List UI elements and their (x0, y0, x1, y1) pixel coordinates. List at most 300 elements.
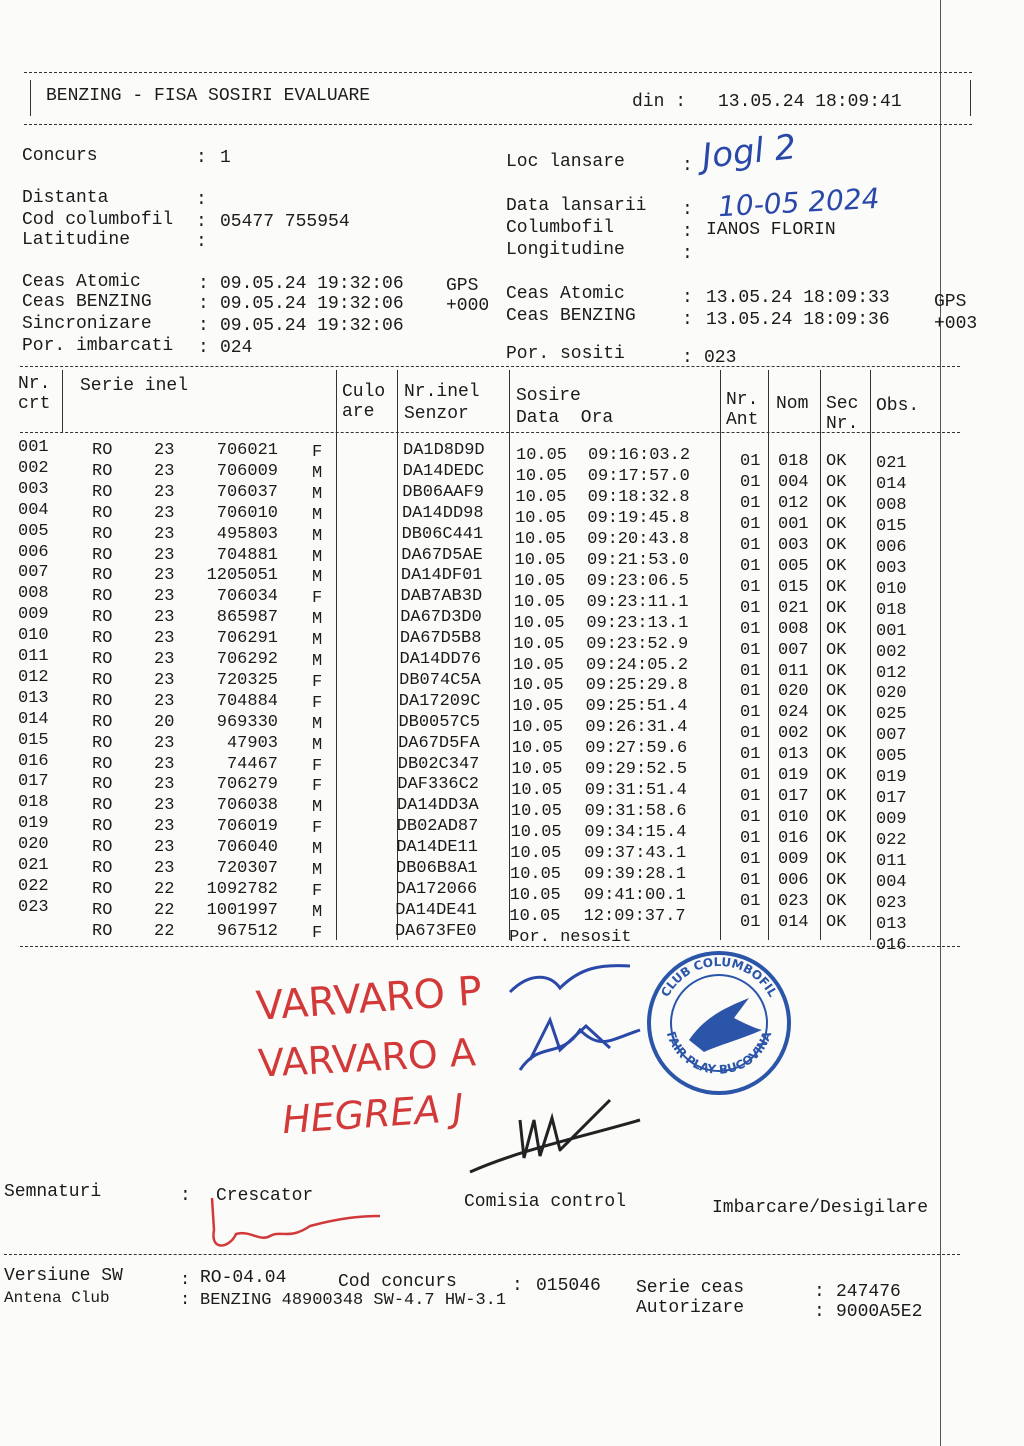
header-sec-2: Nr. (826, 414, 859, 434)
row-data: 10.05 (510, 802, 562, 822)
row-an: 23 (154, 838, 175, 858)
header-culoare-1: Culo (342, 382, 386, 402)
info-left-sep: : (196, 148, 218, 168)
row-ora: 09:29:52.5 (585, 760, 688, 780)
clock-right-sep: : (682, 288, 704, 308)
row-ant: 01 (740, 745, 761, 765)
document-title: BENZING - FISA SOSIRI EVALUARE (46, 86, 371, 106)
info-left-sep: : (196, 212, 218, 232)
row-senzor: DAF336C2 (397, 775, 480, 795)
info-left-label: Concurs (22, 146, 185, 166)
header-sosire-1: Sosire (516, 386, 581, 406)
row-an: 23 (154, 650, 175, 669)
header-serie-inel: Serie inel (80, 376, 189, 396)
row-nom: 015 (778, 577, 809, 597)
row-tara: RO (92, 817, 113, 837)
clock-left-label: Ceas BENZING (22, 292, 163, 312)
row-senzor: DA14DD76 (399, 650, 482, 669)
row-ant: 01 (740, 535, 761, 555)
row-senzor: DA14DEDC (402, 461, 485, 481)
row-ora: 09:26:31.4 (585, 718, 688, 738)
row-senzor: DA14DF01 (400, 566, 483, 586)
signature-blue-scribbles (490, 960, 660, 1100)
row-an: 23 (154, 670, 175, 690)
row-sex: M (312, 463, 323, 483)
row-data: 10.05 (512, 676, 564, 696)
row-an: 23 (154, 587, 175, 607)
row-sex: M (312, 505, 323, 525)
stamp-bottom-text: FAIR PLAY BUCOVINA (663, 1029, 775, 1077)
signatures-sep: : (180, 1186, 191, 1206)
row-sex: F (312, 777, 323, 797)
info-left-label: Cod columbofil (22, 210, 174, 230)
row-senzor: DA673FE0 (394, 921, 477, 941)
row-an: 23 (154, 524, 175, 544)
header-sosire-2: Data Ora (516, 408, 614, 428)
row-inel: 865987 (216, 608, 278, 628)
row-nr: 011 (18, 647, 49, 666)
row-senzor: DB06B8A1 (396, 859, 478, 878)
clock-left-suffix: GPS (446, 276, 479, 296)
handwritten-data-lansarii: 10-05 2024 (717, 181, 881, 224)
row-sex: M (312, 631, 323, 651)
row-senzor: DB074C5A (399, 670, 481, 690)
row-sec: OK (826, 619, 847, 639)
row-nom: 001 (778, 514, 809, 534)
handwritten-loc-lansare: Jogl 2 (700, 127, 799, 177)
row-sec: OK (826, 703, 847, 723)
row-obs: 009 (876, 810, 907, 830)
cod-concurs-value: 015046 (536, 1276, 601, 1296)
signature-black-scribble (460, 1080, 660, 1180)
row-nr: 004 (18, 500, 49, 520)
row-nom: 006 (778, 871, 809, 890)
info-right-label: Columbofil (506, 218, 658, 238)
row-nr: 022 (18, 876, 49, 896)
row-inel: 706021 (216, 441, 278, 460)
row-data: Por. nesosit (509, 927, 632, 947)
row-an: 23 (154, 629, 175, 649)
col-sep-serie (336, 370, 337, 940)
row-tara: RO (92, 441, 113, 460)
row-an: 20 (154, 712, 175, 732)
row-nr: 008 (18, 584, 49, 604)
row-nr: 017 (18, 772, 49, 792)
row-inel: 1092782 (206, 879, 278, 899)
row-tara: RO (92, 754, 113, 774)
signature-crescator-label: Crescator (216, 1186, 314, 1206)
row-senzor: DA67D3D0 (400, 608, 482, 628)
row-an: 23 (154, 691, 175, 711)
row-obs: 006 (876, 537, 907, 557)
row-sec: OK (826, 912, 847, 932)
row-tara: RO (92, 900, 113, 920)
row-senzor: DA67D5AE (401, 545, 483, 565)
row-obs: 012 (876, 663, 907, 683)
clock-right-label: Ceas Atomic (506, 284, 647, 304)
row-data: 10.05 (514, 571, 566, 591)
row-nr: 010 (18, 626, 49, 646)
row-sec: OK (826, 724, 847, 744)
header-border-bottom (24, 124, 972, 125)
info-right-sep: : (682, 200, 704, 220)
clock-right-sep: : (682, 310, 704, 330)
row-sec: OK (826, 598, 847, 618)
row-inel: 47903 (226, 733, 278, 753)
header-obs: Obs. (876, 396, 920, 416)
por-sositi-sep: : (682, 348, 704, 368)
row-senzor: DB02AD87 (396, 817, 479, 837)
row-an: 22 (154, 900, 175, 920)
row-ant: 01 (740, 850, 761, 870)
row-ora: 09:19:45.8 (587, 508, 690, 528)
row-data: 10.05 (515, 508, 567, 528)
row-obs: 016 (876, 935, 907, 955)
info-right-value: IANOS FLORIN (706, 220, 836, 240)
row-senzor: DA67D5FA (398, 733, 480, 753)
row-sec: OK (826, 808, 847, 828)
autorizare-value: 9000A5E2 (836, 1302, 923, 1322)
row-nom: 012 (778, 493, 809, 513)
row-data: 10.05 (511, 739, 563, 759)
clock-left-label: Por. imbarcati (22, 336, 174, 356)
row-tara: RO (92, 629, 113, 649)
row-obs: 015 (876, 516, 907, 536)
row-inel: 704884 (216, 691, 278, 711)
clock-left-suffix: +000 (446, 296, 490, 316)
row-obs: 004 (876, 873, 907, 892)
row-nom: 011 (778, 661, 809, 681)
info-right-label: Longitudine (506, 240, 658, 260)
info-left-label: Latitudine (22, 230, 185, 250)
row-ant: 01 (740, 577, 761, 597)
row-ant: 01 (740, 514, 761, 534)
row-obs: 011 (876, 852, 907, 872)
col-sep-sosire (720, 370, 721, 940)
row-tara: RO (92, 524, 113, 544)
row-nom: 013 (778, 745, 809, 765)
row-tara: RO (92, 670, 113, 690)
antena-value: BENZING 48900348 SW-4.7 HW-3.1 (200, 1291, 507, 1310)
row-inel: 706009 (216, 461, 278, 481)
row-senzor: DAB7AB3D (400, 587, 483, 607)
row-sex: F (312, 819, 323, 839)
row-sex: M (312, 735, 323, 755)
header-nr-ant-1: Nr. (726, 390, 759, 410)
versiune-value: RO-04.04 (200, 1268, 287, 1288)
row-inel: 706037 (216, 482, 278, 502)
row-sec: OK (826, 493, 847, 513)
table-bottom-border (20, 946, 960, 947)
row-senzor: DA14DD98 (401, 503, 484, 523)
row-senzor: DA67D5B8 (399, 629, 482, 649)
row-obs: 017 (876, 789, 907, 809)
row-ora: 09:25:51.4 (585, 697, 688, 717)
row-nr: 014 (18, 709, 49, 729)
row-inel: 1001997 (206, 900, 278, 920)
row-tara: RO (92, 608, 113, 628)
header-nom: Nom (776, 394, 809, 414)
row-sec: OK (826, 682, 847, 702)
row-ant: 01 (740, 452, 761, 471)
row-sec: OK (826, 850, 847, 870)
row-data: 10.05 (510, 823, 562, 843)
row-an: 23 (154, 775, 175, 795)
row-ant: 01 (740, 703, 761, 723)
row-obs: 010 (876, 579, 907, 599)
row-nr: 013 (18, 688, 49, 708)
clock-left-value: 024 (220, 338, 253, 358)
row-nr: 020 (18, 835, 49, 855)
row-sec: OK (826, 871, 847, 890)
row-nr: 023 (18, 897, 49, 917)
row-nom: 009 (778, 850, 809, 870)
row-nr: 001 (18, 438, 49, 457)
handwritten-name-3: HEGREA J (280, 1085, 466, 1143)
row-ora: 09:27:59.6 (585, 739, 688, 759)
row-tara: RO (92, 545, 113, 565)
clock-right-suffix: GPS (934, 292, 967, 312)
row-obs: 022 (876, 831, 907, 851)
clock-left-sep: : (198, 338, 220, 358)
row-ant: 01 (740, 829, 761, 849)
row-nom: 007 (778, 640, 809, 660)
row-senzor: DB06AAF9 (402, 482, 484, 502)
header-border-right (970, 80, 971, 116)
row-senzor: DA14DE11 (396, 838, 478, 858)
row-sec: OK (826, 891, 847, 911)
row-an: 22 (154, 921, 175, 941)
row-ant: 01 (740, 808, 761, 828)
clock-left-sep: : (198, 294, 220, 314)
row-tara: RO (92, 921, 113, 941)
row-obs: 019 (876, 768, 907, 788)
row-inel: 706010 (216, 503, 278, 523)
row-an: 23 (154, 754, 175, 774)
row-ant: 01 (740, 787, 761, 807)
row-obs: 023 (876, 893, 907, 913)
row-data: 10.05 (513, 655, 565, 675)
row-nom: 016 (778, 829, 809, 849)
row-inel: 706279 (216, 775, 278, 795)
row-an: 23 (154, 441, 175, 460)
row-ant: 01 (740, 661, 761, 681)
row-nr: 015 (18, 730, 49, 750)
row-tara: RO (92, 503, 113, 523)
row-ora: 09:25:29.8 (585, 676, 688, 696)
info-left-value: 1 (220, 148, 231, 168)
row-nom: 021 (778, 598, 809, 618)
row-ora: 09:37:43.1 (584, 844, 687, 864)
row-data: 10.05 (509, 885, 561, 905)
row-nom: 014 (778, 912, 809, 932)
din-value: 13.05.24 18:09:41 (718, 92, 902, 112)
row-obs: 025 (876, 705, 907, 725)
row-inel: 969330 (216, 712, 278, 732)
row-data: 10.05 (515, 466, 567, 486)
row-nom: 020 (778, 682, 809, 702)
row-nom: 024 (778, 703, 809, 723)
clock-right-suffix: +003 (934, 314, 978, 334)
row-obs: 020 (876, 684, 907, 704)
clock-right-label: Ceas BENZING (506, 306, 647, 326)
row-obs: 021 (876, 454, 907, 473)
row-obs: 005 (876, 747, 907, 767)
info-right-sep: : (682, 244, 704, 264)
row-tara: RO (92, 482, 113, 502)
row-ant: 01 (740, 472, 761, 492)
row-senzor: DA14DD3A (397, 796, 479, 816)
row-tara: RO (92, 691, 113, 711)
row-sex: F (312, 923, 323, 943)
col-sep-sec (870, 370, 871, 940)
row-an: 23 (154, 796, 175, 816)
row-nom: 003 (778, 535, 809, 555)
row-ant: 01 (740, 640, 761, 660)
row-an: 23 (154, 503, 175, 523)
row-ant: 01 (740, 724, 761, 744)
info-left-value: 05477 755954 (220, 212, 350, 232)
row-tara: RO (92, 566, 113, 586)
signature-imbarcare-label: Imbarcare/Desigilare (712, 1198, 929, 1218)
row-nom: 017 (778, 787, 809, 807)
row-sex: M (312, 798, 323, 818)
row-sec: OK (826, 829, 847, 849)
row-nom: 008 (778, 619, 809, 639)
row-tara: RO (92, 461, 113, 481)
header-border-left (30, 80, 31, 116)
row-tara: RO (92, 859, 113, 878)
row-tara: RO (92, 733, 113, 753)
row-ant: 01 (740, 493, 761, 513)
header-nr-crt-2: crt (18, 394, 51, 414)
autorizare-label: Autorizare (636, 1298, 745, 1318)
cod-concurs-label: Cod concurs (338, 1272, 457, 1292)
header-nr-ant-2: Ant (726, 410, 759, 430)
row-nr: 019 (18, 814, 49, 834)
row-data: 10.05 (514, 550, 566, 570)
row-senzor: DA14DE41 (395, 900, 477, 920)
row-inel: 495803 (216, 524, 278, 544)
info-right-label: Data lansarii (506, 196, 658, 216)
row-an: 23 (154, 608, 175, 628)
row-senzor: DB0057C5 (398, 712, 481, 732)
serie-ceas-sep: : (814, 1282, 825, 1302)
signature-red-crescator (190, 1190, 390, 1260)
club-stamp (644, 948, 794, 1098)
row-sec: OK (826, 745, 847, 765)
table-header-border (20, 432, 960, 433)
row-ant: 01 (740, 682, 761, 702)
clock-left-value: 09.05.24 19:32:06 (220, 274, 404, 294)
row-senzor: DB02C347 (397, 754, 480, 774)
info-right-sep: : (682, 222, 704, 242)
footer-border (4, 1254, 960, 1255)
versiune-label: Versiune SW (4, 1266, 123, 1286)
row-data: 10.05 (510, 865, 562, 884)
signatures-label: Semnaturi (4, 1182, 102, 1202)
header-nr-inel-1: Nr.inel (404, 382, 480, 402)
row-inel: 706038 (216, 796, 278, 816)
row-sex: M (312, 568, 323, 588)
row-sex: F (312, 693, 323, 713)
row-nr: 021 (18, 856, 49, 875)
row-sec: OK (826, 661, 847, 681)
row-sec: OK (826, 556, 847, 576)
row-ora: 09:21:53.0 (587, 550, 690, 570)
row-nr: 018 (18, 793, 49, 813)
row-senzor: DA172066 (395, 879, 478, 899)
info-right-label: Loc lansare (506, 152, 658, 172)
row-nom: 010 (778, 808, 809, 828)
row-data: 10.05 (515, 487, 567, 507)
row-inel: 706040 (216, 838, 278, 858)
clock-right-value: 13.05.24 18:09:33 (706, 288, 890, 308)
stamp-top-text: CLUB COLUMBOFIL (658, 954, 780, 1000)
header-border-top (24, 72, 972, 73)
row-ant: 01 (740, 891, 761, 911)
row-ora: 09:23:13.1 (586, 613, 689, 633)
row-nom: 004 (778, 472, 809, 492)
row-ora: 09:34:15.4 (584, 823, 687, 843)
row-inel: 706034 (216, 587, 278, 607)
row-sex: M (312, 484, 323, 504)
row-ant: 01 (740, 912, 761, 932)
antena-sep: : (180, 1291, 191, 1310)
header-nr-crt-1: Nr. (18, 374, 51, 394)
row-ora: 09:18:32.8 (587, 487, 690, 507)
antena-label: Antena Club (4, 1289, 110, 1307)
col-sep-nom (820, 370, 821, 940)
row-ora: 09:23:06.5 (586, 571, 689, 591)
serie-ceas-value: 247476 (836, 1282, 901, 1302)
row-nom: 019 (778, 766, 809, 786)
row-nr: 005 (18, 521, 49, 541)
row-nr: 007 (18, 563, 49, 583)
row-sec: OK (826, 787, 847, 807)
row-ora: 09:41:00.1 (583, 885, 686, 905)
row-an: 23 (154, 545, 175, 565)
clock-left-label: Ceas Atomic (22, 272, 163, 292)
row-sex: M (312, 902, 323, 922)
row-obs: 001 (876, 621, 907, 641)
clock-left-sep: : (198, 316, 220, 336)
row-sex: F (312, 756, 323, 776)
row-inel: 720325 (216, 670, 278, 690)
row-nom: 005 (778, 556, 809, 576)
row-data: 10.05 (510, 844, 562, 864)
row-ora: 09:16:03.2 (588, 446, 691, 465)
row-ora: 09:23:52.9 (586, 634, 689, 654)
row-sex: M (312, 610, 323, 630)
table-top-border (20, 366, 960, 367)
row-nr: 009 (18, 605, 49, 625)
row-nom: 023 (778, 891, 809, 911)
row-senzor: DA17209C (398, 691, 481, 711)
row-an: 23 (154, 461, 175, 481)
row-nom: 002 (778, 724, 809, 744)
row-ant: 01 (740, 556, 761, 576)
autorizare-sep: : (814, 1302, 825, 1322)
row-sec: OK (826, 577, 847, 597)
header-nr-inel-2: Senzor (404, 404, 469, 424)
row-ora: 12:09:37.7 (583, 906, 686, 926)
col-sep-ant (768, 370, 769, 940)
header-sec-1: Sec (826, 394, 859, 414)
row-ant: 01 (740, 766, 761, 786)
row-sex: F (312, 881, 323, 901)
row-data: 10.05 (513, 613, 565, 633)
